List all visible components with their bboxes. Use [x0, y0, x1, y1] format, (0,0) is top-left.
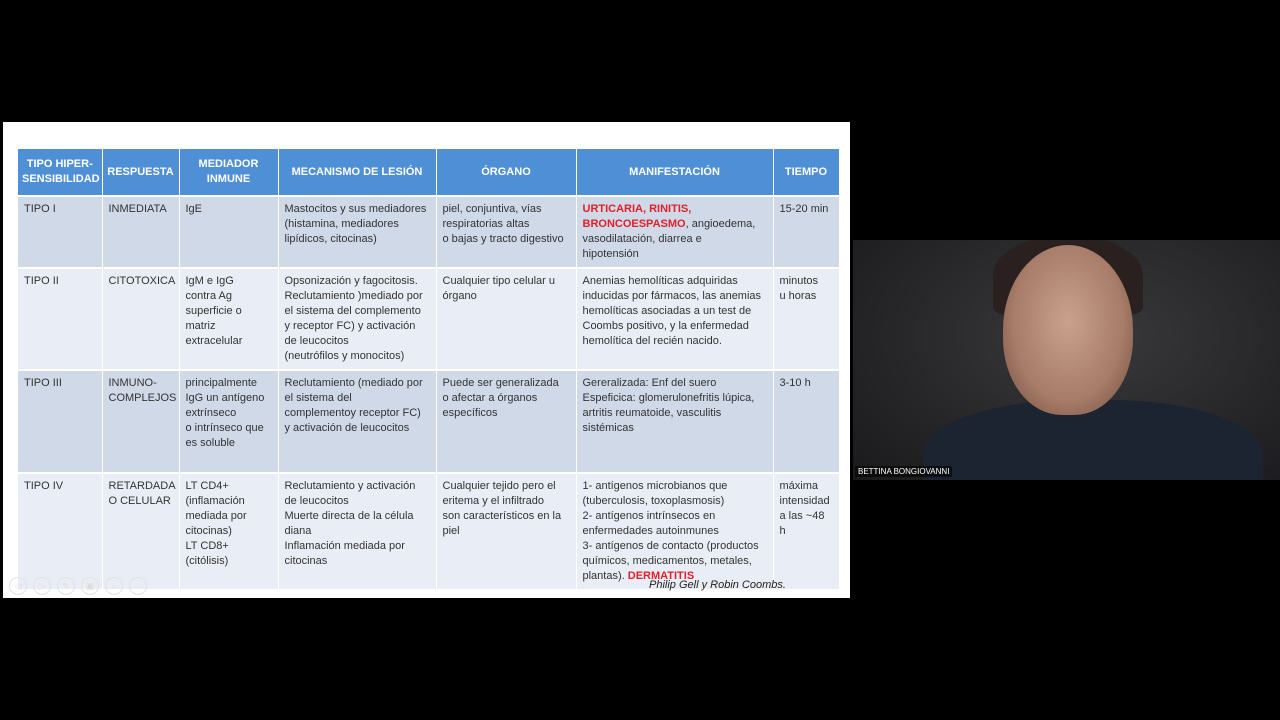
header-mecanismo: MECANISMO DE LESIÓN: [278, 149, 436, 196]
cell-organo: piel, conjuntiva, vías respiratorias altas o bajas y tracto digestivo: [436, 196, 576, 268]
highlight-text: URTICARIA, RINITIS, BRONCOESPASMO: [582, 203, 692, 230]
table-row: [18, 268, 839, 370]
participant-video[interactable]: [853, 240, 1280, 480]
header-manifestacion: MANIFESTACIÓN: [576, 149, 773, 196]
cell-respuesta: INMUNO- COMPLEJOS: [102, 370, 179, 473]
cell-mecanismo: Reclutamiento y activación de leucocitos Muerte directa de la célula diana Inflamación mediada por citocinas: [278, 473, 436, 590]
cell-tiempo: 3-10 h: [773, 370, 839, 473]
header-respuesta: RESPUESTA: [102, 149, 179, 196]
cell-respuesta: INMEDIATA: [102, 196, 179, 268]
table-row: [18, 370, 839, 473]
cell-respuesta: CITOTOXICA: [102, 268, 179, 370]
participant-name: BETTINA BONGIOVANNI: [855, 466, 952, 477]
cell-mediador: principalmente IgG un antígeno extrínseco o intrínseco que es soluble: [179, 370, 278, 473]
table-row: [18, 473, 839, 590]
cell-tiempo: máxima intensidad a las ~48 h: [773, 473, 839, 590]
cell-mediador: LT CD4+ (inflamación mediada por citocinas) LT CD8+ (citólisis): [179, 473, 278, 590]
slide-credit: Philip Gell y Robin Coombs.: [649, 579, 786, 591]
next-slide-icon[interactable]: ▷: [33, 577, 51, 595]
table-header-row: [18, 149, 839, 196]
cell-organo: Puede ser generalizada o afectar a órganos específicos: [436, 370, 576, 473]
cell-tiempo: 15-20 min: [773, 196, 839, 268]
cell-mecanismo: Opsonización y fagocitosis. Reclutamiento )mediado por el sistema del complemento y receptor FC) y activación de leucocitos (neutrófilos y monocitos): [278, 268, 436, 370]
zoom-icon[interactable]: ⌕: [105, 577, 123, 595]
presentation-slide: [3, 122, 850, 598]
cell-manifestacion: [576, 473, 773, 590]
cell-mecanismo: Reclutamiento (mediado por el sistema del complementoy receptor FC) y activación de leucocitos: [278, 370, 436, 473]
slides-view-icon[interactable]: ▣: [81, 577, 99, 595]
cell-manifestacion: Anemias hemolíticas adquiridas inducidas por fármacos, las anemias hemolíticas asociadas a un test de Coombs positivo, y la enfermedad hemolítica del recién nacido.: [576, 268, 773, 370]
cell-tipo: TIPO IV: [18, 473, 102, 590]
cell-mediador: IgE: [179, 196, 278, 268]
cell-mediador: IgM e IgG contra Ag superficie o matriz extracelular: [179, 268, 278, 370]
cell-manifestacion: Gereralizada: Enf del suero Espeficica: glomerulonefritis lúpica, artritis reumatoide, vasculitis sistémicas: [576, 370, 773, 473]
pen-icon[interactable]: ✎: [57, 577, 75, 595]
header-tipo: TIPO HIPER- SENSIBILIDAD: [18, 149, 102, 196]
header-tiempo: TIEMPO: [773, 149, 839, 196]
cell-manifestacion: [576, 196, 773, 268]
cell-organo: Cualquier tejido pero el eritema y el infiltrado son característicos en la piel: [436, 473, 576, 590]
more-options-icon[interactable]: ⋯: [129, 577, 147, 595]
slideshow-controls: [9, 577, 147, 595]
cell-tipo: TIPO II: [18, 268, 102, 370]
participant-face: [1003, 245, 1133, 415]
cell-mecanismo: Mastocitos y sus mediadores (histamina, mediadores lipídicos, citocinas): [278, 196, 436, 268]
hypersensitivity-table: [18, 149, 840, 591]
header-mediador: MEDIADOR INMUNE: [179, 149, 278, 196]
highlight-text: DERMATITIS: [627, 570, 695, 582]
cell-respuesta: RETARDADA O CELULAR: [102, 473, 179, 590]
table-row: [18, 196, 839, 268]
cell-organo: Cualquier tipo celular u órgano: [436, 268, 576, 370]
header-organo: ÓRGANO: [436, 149, 576, 196]
cell-tiempo: minutos u horas: [773, 268, 839, 370]
manifestacion-text: , angioedema, vasodilatación, diarrea e hipotensión: [582, 218, 756, 260]
cell-tipo: TIPO III: [18, 370, 102, 473]
participant-body: [923, 400, 1263, 480]
manifestacion-text: 1- antígenos microbianos que (tuberculosis, toxoplasmosis) 2- antígenos intrínsecos en enfermedades autoinmunes 3- antígenos de contacto (productos químicos, medicamentos, metales, plantas).: [582, 480, 759, 582]
previous-slide-icon[interactable]: ◁: [9, 577, 27, 595]
cell-tipo: TIPO I: [18, 196, 102, 268]
